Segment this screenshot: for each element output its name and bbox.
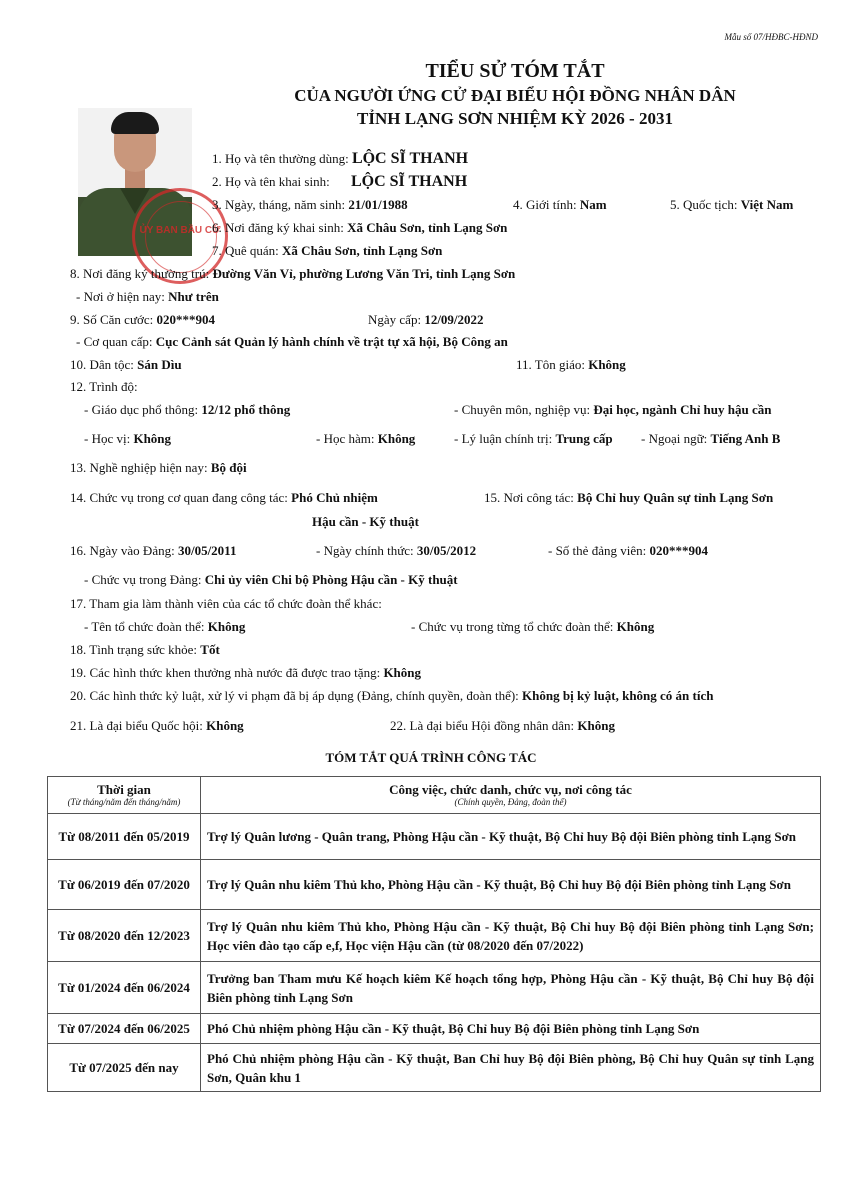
field-workplace <box>484 490 773 506</box>
field-value: Không <box>207 619 246 634</box>
field-value: Tốt <box>200 642 220 657</box>
field-value: Bộ đội <box>210 460 247 475</box>
period-header-label: Thời gian <box>97 782 151 797</box>
field-birth-date <box>212 197 408 213</box>
photo-hair <box>111 112 159 134</box>
field-value: LỘC SĨ THANH <box>350 173 468 190</box>
row-description: Trợ lý Quân lương - Quân trang, Phòng Hậu cần - Kỹ thuật, Bộ Chỉ huy Bộ đội Biên phòng tỉnh Lạng Sơn <box>201 814 821 860</box>
row-description: Phó Chủ nhiệm phòng Hậu cần - Kỹ thuật, Bộ Chỉ huy Bộ đội Biên phòng tỉnh Lạng Sơn <box>201 1014 821 1044</box>
table-header-row <box>48 777 821 814</box>
description-header <box>201 777 821 814</box>
field-value: Không bị kỷ luật, không có án tích <box>522 688 714 703</box>
field-value: Cục Cảnh sát Quản lý hành chính về trật tự xã hội, Bộ Công an <box>155 334 508 349</box>
field-label: 15. Nơi công tác: <box>484 490 574 505</box>
field-label: - Nơi ở hiện nay: <box>76 289 165 304</box>
field-value: Không <box>577 718 615 733</box>
page-title: TIỂU SỬ TÓM TẮT <box>425 60 605 82</box>
field-general-education <box>84 402 290 418</box>
field-value: Xã Châu Sơn, tỉnh Lạng Sơn <box>282 243 443 258</box>
field-national-assembly <box>70 718 244 734</box>
field-foreign-language <box>641 431 780 447</box>
field-value: Đường Văn Vỉ, phường Lương Văn Tri, tỉnh Lạng Sơn <box>212 266 516 281</box>
row-period: Từ 01/2024 đến 06/2024 <box>48 962 201 1014</box>
field-hometown <box>212 243 442 259</box>
field-value: 21/01/1988 <box>348 197 408 212</box>
field-gender <box>513 197 607 213</box>
row-description: Trưởng ban Tham mưu Kế hoạch kiêm Kế hoạch tổng hợp, Phòng Hậu cần - Kỹ thuật, Bộ Chỉ huy Bộ đội Biên phòng tỉnh Lạng Sơn <box>201 962 821 1014</box>
field-label: 10. Dân tộc: <box>70 357 134 372</box>
field-nationality <box>670 197 793 213</box>
field-label: 14. Chức vụ trong cơ quan đang công tác: <box>70 490 288 505</box>
field-position <box>70 490 378 506</box>
field-label: 16. Ngày vào Đảng: <box>70 543 175 558</box>
field-label: 1. Họ và tên thường dùng: <box>212 151 349 166</box>
field-value: Nam <box>579 197 607 212</box>
field-peoples-council <box>390 718 615 734</box>
field-label: 21. Là đại biểu Quốc hội: <box>70 718 203 733</box>
field-label: 22. Là đại biểu Hội đồng nhân dân: <box>390 718 575 733</box>
field-label: 12. Trình độ: <box>70 379 138 394</box>
period-header <box>48 777 201 814</box>
field-value: Chi ủy viên Chi bộ Phòng Hậu cần - Kỹ thuật <box>204 572 458 587</box>
field-label: 5. Quốc tịch: <box>670 197 738 212</box>
field-label: 4. Giới tính: <box>513 197 577 212</box>
field-party-card-number <box>548 543 708 559</box>
table-row <box>48 814 821 860</box>
field-label: - Chức vụ trong từng tổ chức đoàn thể: <box>411 619 614 634</box>
field-value: 30/05/2012 <box>416 543 477 558</box>
field-value: 12/09/2022 <box>424 312 484 327</box>
field-label: - Cơ quan cấp: <box>76 334 153 349</box>
stamp-text: ỦY BAN BẦU CỬ <box>139 225 221 236</box>
row-description: Trợ lý Quân nhu kiêm Thủ kho, Phòng Hậu cần - Kỹ thuật, Bộ Chỉ huy Bộ đội Biên phòng tỉnh Lạng Sơn; Học viên đào tạo cấp e,f, Học viện Hậu cần (từ 08/2020 đến 07/2022) <box>201 910 821 962</box>
field-religion <box>516 357 626 373</box>
table-row <box>48 1014 821 1044</box>
field-label: - Tên tổ chức đoàn thể: <box>84 619 205 634</box>
work-history-title: TÓM TẮT QUÁ TRÌNH CÔNG TÁC <box>325 750 537 765</box>
field-label: 9. Số Căn cước: <box>70 312 154 327</box>
field-label: 3. Ngày, tháng, năm sinh: <box>212 197 346 212</box>
field-occupation <box>70 460 247 476</box>
table-row <box>48 1044 821 1092</box>
field-value: Không <box>206 718 244 733</box>
field-label: - Số thẻ đảng viên: <box>548 543 647 558</box>
table-row <box>48 962 821 1014</box>
field-label: 17. Tham gia làm thành viên của các tổ chức đoàn thể khác: <box>70 596 382 611</box>
field-position-continued: Hậu cần - Kỹ thuật <box>312 514 419 529</box>
field-value: Trung cấp <box>555 431 613 446</box>
field-id-issuer <box>76 334 508 350</box>
description-header-note: (Chính quyền, Đảng, đoàn thể) <box>454 797 567 807</box>
row-period: Từ 07/2025 đến nay <box>48 1044 201 1092</box>
field-label: - Chuyên môn, nghiệp vụ: <box>454 402 591 417</box>
field-value: Không <box>588 357 626 372</box>
field-label: 11. Tôn giáo: <box>516 357 585 372</box>
field-organization-name <box>84 619 245 635</box>
field-birth-name <box>212 173 467 191</box>
field-common-name <box>212 150 468 168</box>
field-value: 12/12 phổ thông <box>201 402 291 417</box>
description-header-label: Công việc, chức danh, chức vụ, nơi công tác <box>389 782 632 797</box>
field-value: Không <box>377 431 416 446</box>
field-value: Không <box>383 665 422 680</box>
field-ethnicity <box>70 357 182 373</box>
row-period: Từ 07/2024 đến 06/2025 <box>48 1014 201 1044</box>
field-id-number <box>70 312 215 328</box>
field-health <box>70 642 220 658</box>
form-code: Mẫu số 07/HĐBC-HĐND <box>724 32 818 42</box>
field-academic-title <box>316 431 415 447</box>
field-id-issue-date <box>368 312 484 328</box>
field-label: 7. Quê quán: <box>212 243 279 258</box>
field-label: 8. Nơi đăng ký thường trú: <box>70 266 210 281</box>
row-period: Từ 08/2011 đến 05/2019 <box>48 814 201 860</box>
field-label: - Ngoại ngữ: <box>641 431 708 446</box>
field-value: Việt Nam <box>740 197 794 212</box>
field-value: Tiếng Anh B <box>710 431 781 446</box>
field-label: Ngày cấp: <box>368 312 422 327</box>
field-label: 13. Nghề nghiệp hiện nay: <box>70 460 208 475</box>
field-label: 19. Các hình thức khen thưởng nhà nước đã được trao tặng: <box>70 665 381 680</box>
page-subtitle-term: TỈNH LẠNG SƠN NHIỆM KỲ 2026 - 2031 <box>357 109 673 128</box>
field-current-residence <box>76 289 219 305</box>
field-label: - Học vị: <box>84 431 131 446</box>
field-political-theory <box>454 431 613 447</box>
field-value: Bộ Chỉ huy Quân sự tỉnh Lạng Sơn <box>577 490 774 505</box>
field-permanent-address <box>70 266 515 282</box>
row-description: Phó Chủ nhiệm phòng Hậu cần - Kỹ thuật, Ban Chỉ huy Bộ đội Biên phòng, Bộ Chỉ huy Quân sự tỉnh Lạng Sơn, Quân khu 1 <box>201 1044 821 1092</box>
table-row <box>48 910 821 962</box>
row-period: Từ 08/2020 đến 12/2023 <box>48 910 201 962</box>
field-specialty <box>454 402 771 418</box>
stamp-ring <box>145 201 217 273</box>
field-value: Không <box>133 431 172 446</box>
field-education-heading <box>70 379 138 395</box>
field-label: 20. Các hình thức kỷ luật, xử lý vi phạm đã bị áp dụng (Đảng, chính quyền, đoàn thể): <box>70 688 519 703</box>
field-degree <box>84 431 171 447</box>
field-label: - Giáo dục phổ thông: <box>84 402 199 417</box>
field-value: 30/05/2011 <box>177 543 237 558</box>
field-value: 020***904 <box>156 312 215 327</box>
field-label: - Ngày chính thức: <box>316 543 414 558</box>
field-value: LỘC SĨ THANH <box>351 150 469 167</box>
field-value: Không <box>616 619 655 634</box>
work-history-table <box>47 776 821 1092</box>
table-row <box>48 860 821 910</box>
field-value: Đại học, ngành Chỉ huy hậu cần <box>593 402 772 417</box>
field-party-position <box>84 572 458 588</box>
field-label: - Chức vụ trong Đảng: <box>84 572 202 587</box>
period-header-note: (Từ tháng/năm đến tháng/năm) <box>67 797 181 807</box>
field-value: Như trên <box>168 289 219 304</box>
field-organization-role <box>411 619 654 635</box>
field-value: 020***904 <box>649 543 708 558</box>
field-party-join-date <box>70 543 236 559</box>
field-label: - Lý luận chính trị: <box>454 431 553 446</box>
field-value: Sán Dìu <box>137 357 182 372</box>
field-label: 18. Tình trạng sức khỏe: <box>70 642 198 657</box>
field-birth-registration <box>212 220 507 236</box>
field-label: - Học hàm: <box>316 431 375 446</box>
field-label: 2. Họ và tên khai sinh: <box>212 174 330 189</box>
field-organizations-heading <box>70 596 382 612</box>
field-label: 6. Nơi đăng ký khai sinh: <box>212 220 344 235</box>
row-description: Trợ lý Quân nhu kiêm Thủ kho, Phòng Hậu cần - Kỹ thuật, Bộ Chỉ huy Bộ đội Biên phòng tỉnh Lạng Sơn <box>201 860 821 910</box>
page-subtitle: CỦA NGƯỜI ỨNG CỬ ĐẠI BIỂU HỘI ĐỒNG NHÂN DÂN <box>294 86 736 105</box>
row-period: Từ 06/2019 đến 07/2020 <box>48 860 201 910</box>
field-value: Phó Chủ nhiệm <box>291 490 378 505</box>
field-value: Xã Châu Sơn, tỉnh Lạng Sơn <box>347 220 508 235</box>
field-discipline <box>70 688 713 704</box>
field-awards <box>70 665 421 681</box>
field-party-official-date <box>316 543 476 559</box>
